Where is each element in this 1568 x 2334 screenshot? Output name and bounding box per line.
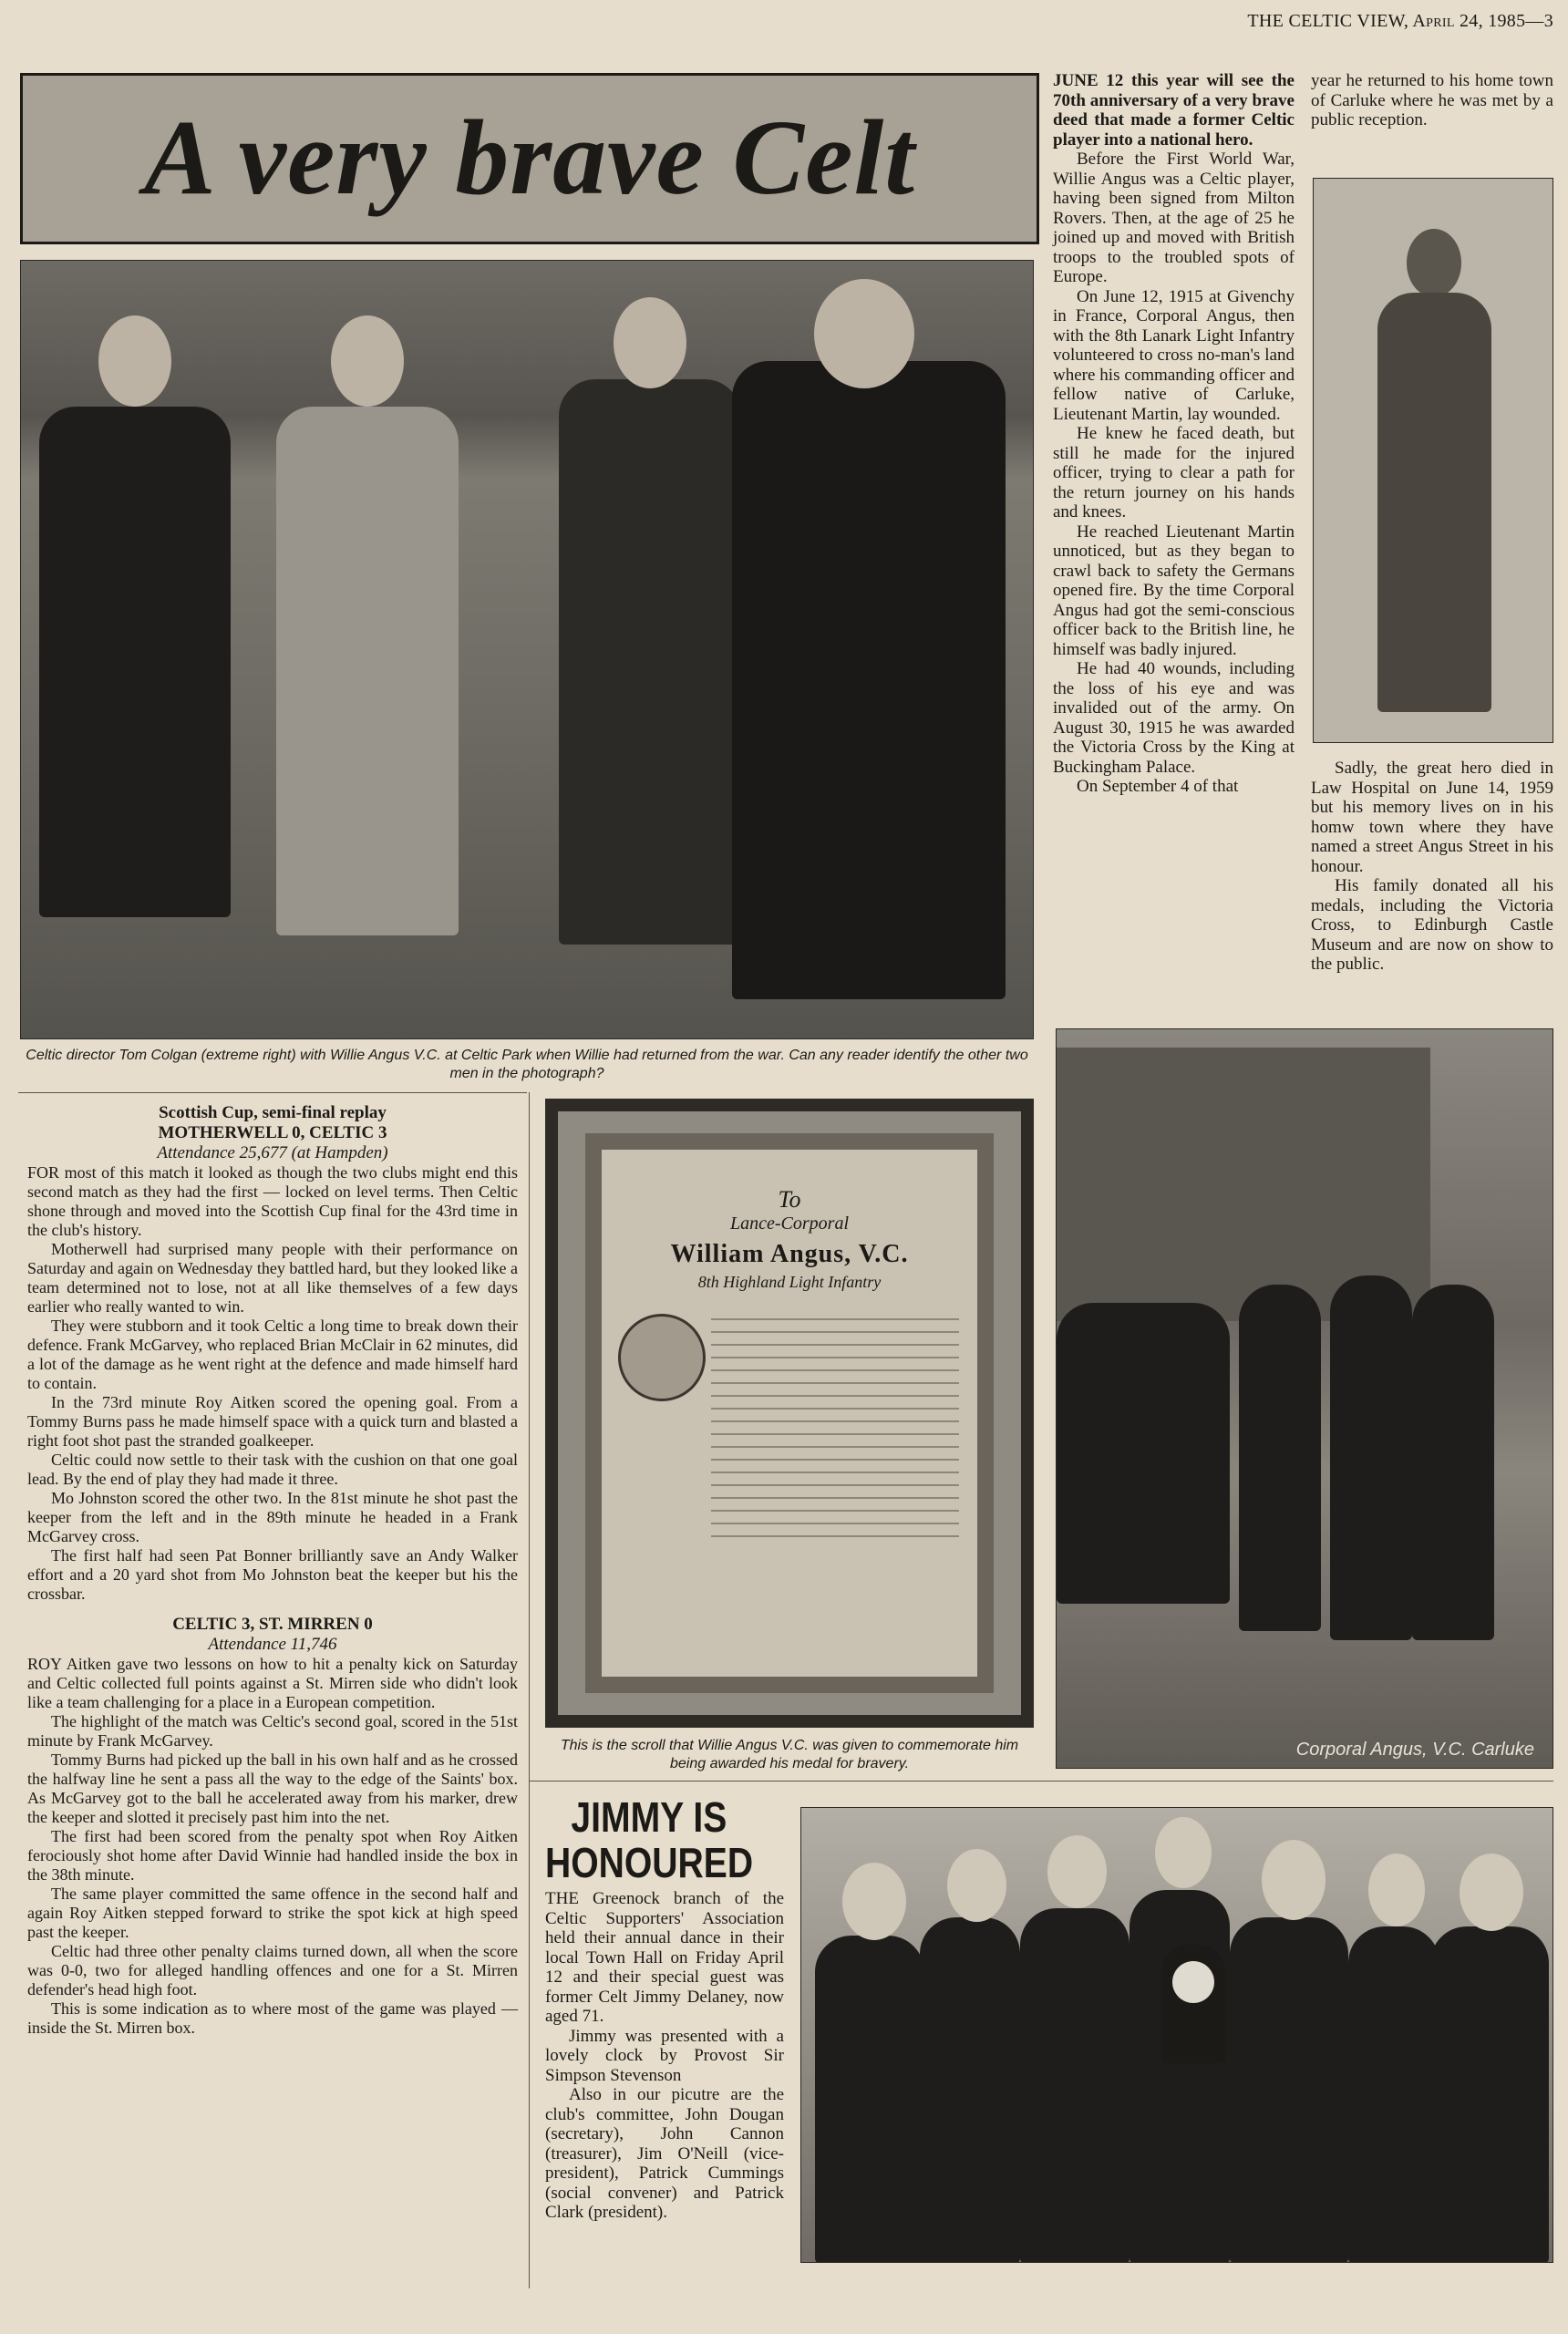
figure-4 xyxy=(732,361,1006,999)
carluke-officer-1 xyxy=(1239,1285,1321,1631)
group-man-3 xyxy=(1020,1908,1130,2263)
carluke-soldiers-left xyxy=(1057,1303,1230,1604)
angus-col2-para-top: year he returned to his home town of Carluke where he was met by a public reception. xyxy=(1311,71,1553,129)
group-man-2 xyxy=(920,1917,1020,2263)
carluke-overlay: Corporal Angus, V.C. Carluke xyxy=(1295,1740,1534,1760)
angus-para-2: On June 12, 1915 at Givenchy in France, Corporal Angus, then with the 8th Lanark Light Infantry volunteered to cross no-man's land where his commanding officer and fellow native of Carluke, Lieutenant Martin, lay wounded. xyxy=(1053,286,1295,424)
group-man-1 xyxy=(815,1936,924,2263)
jimmy-para-1: THE Greenock branch of the Celtic Supporters' Association held their annual dance in their local Town Hall on Friday April 12 and their special guest was former Celt Jimmy Delaney, now aged 71. xyxy=(545,1889,784,2026)
report1-para-2: Motherwell had surprised many people with their performance on Saturday and again on Wednesday they battled hard, but they looked like a team determined not to lose, not at all like themselves of a few days earlier who really wanted to win. xyxy=(27,1240,518,1316)
carluke-photo xyxy=(1056,1028,1553,1769)
scroll-seal-icon xyxy=(618,1314,706,1401)
carluke-officer-3 xyxy=(1412,1285,1494,1640)
scroll-mat xyxy=(558,1111,1021,1715)
report2-score: CELTIC 3, ST. MIRREN 0 xyxy=(172,1615,373,1634)
jimmy-group-photo xyxy=(800,1807,1553,2263)
angus-story-col1 xyxy=(1053,71,1295,797)
angus-lead: JUNE 12 this year will see the 70th anniversary of a very brave deed that made a former Celtic player into a national hero. xyxy=(1053,71,1295,150)
angus-para-3: He knew he faced death, but still he made for the injured officer, trying to clear a path for the return journey on his hands and knees. xyxy=(1053,424,1295,522)
scroll-document xyxy=(585,1133,994,1693)
figure-1-head xyxy=(98,315,171,407)
angus-para-5: He had 40 wounds, including the loss of his eye and was invalided out of the army. On August 30, 1915 he was awarded the Victoria Cross by the King at Buckingham Palace. xyxy=(1053,659,1295,777)
headline: A very brave Celt xyxy=(143,98,916,217)
figure-4-head xyxy=(814,279,914,388)
divider-left-top xyxy=(18,1092,527,1093)
group-man-2-head xyxy=(947,1849,1006,1922)
figure-2 xyxy=(276,407,459,935)
angus-para-4: He reached Lieutenant Martin unnoticed, but as they began to crawl back to safety the Germans opened fire. By the time Corporal Angus had got the semi-conscious officer back to the British line, he himself was badly injured. xyxy=(1053,522,1295,659)
clock-icon xyxy=(1161,1945,1225,2063)
report1-para-6: Mo Johnston scored the other two. In the 81st minute he shot past the keeper from the left and in the 89th minute he headed in a Frank McGarvey cross. xyxy=(27,1489,518,1545)
report2-para-2: The highlight of the match was Celtic's second goal, scored in the 51st minute by Frank McGarvey. xyxy=(27,1712,518,1750)
group-man-7-head xyxy=(1460,1854,1523,1931)
masthead: THE CELTIC VIEW, April 24, 1985—3 xyxy=(1247,11,1553,31)
angus-col2-para-1: Sadly, the great hero died in Law Hospital on June 14, 1959 but his memory lives on in his homw town where they have named a street Angus Street in his honour. xyxy=(1311,759,1553,876)
angus-story-col2-bottom xyxy=(1311,759,1553,975)
angus-story-col2-top xyxy=(1311,71,1553,130)
scroll-frame xyxy=(545,1099,1034,1728)
report2-para-7: This is some indication as to where most of the game was played — inside the St. Mirren box. xyxy=(27,1999,518,2037)
group-man-7 xyxy=(1430,1926,1549,2263)
group-man-6-head xyxy=(1368,1854,1425,1926)
scroll-unit: 8th Highland Light Infantry xyxy=(697,1273,882,1291)
report1-score: MOTHERWELL 0, CELTIC 3 xyxy=(158,1123,387,1142)
headline-box xyxy=(20,73,1039,244)
group-man-5-head xyxy=(1262,1840,1326,1920)
group-man-4-head xyxy=(1155,1817,1212,1888)
jimmy-headline-2: HONOURED xyxy=(545,1839,754,1886)
report2-para-5: The same player committed the same offence in the second half and again Roy Aitken stepped forward to strike the spot kick at high speed past the keeper. xyxy=(27,1885,518,1941)
scroll-name: William Angus, V.C. xyxy=(670,1240,909,1268)
report2-attendance: Attendance 11,746 xyxy=(208,1635,337,1654)
report2-para-4: The first had been scored from the penalty spot when Roy Aitken ferociously shot home after David Winnie had handled inside the box in the 38th minute. xyxy=(27,1827,518,1884)
angus-para-1: Before the First World War, Willie Angus was a Celtic player, having been signed from Milton Rovers. Then, at the age of 25 he joined up and moved with British troops to the troubled spots of Europe. xyxy=(1053,150,1295,286)
figure-3-head xyxy=(614,297,686,388)
scroll-text-block xyxy=(711,1318,959,1546)
report1-para-1: FOR most of this match it looked as though the two clubs might end this second match as they had the first — locked on level terms. Then Celtic shone through and moved into the Scottish Cup final for the 43rd time in the club's history. xyxy=(27,1163,518,1239)
main-photo-caption: Celtic director Tom Colgan (extreme right) with Willie Angus V.C. at Celtic Park when Willie had returned from the war. Can any reader identify the other two men in the photograph? xyxy=(26,1048,1028,1081)
angus-col2-para-2: His family donated all his medals, including the Victoria Cross, to Edinburgh Castle Museum and are now on show to the public. xyxy=(1311,876,1553,974)
figure-1 xyxy=(39,407,231,917)
report1-attendance: Attendance 25,677 (at Hampden) xyxy=(157,1143,388,1162)
report1-para-4: In the 73rd minute Roy Aitken scored the opening goal. From a Tommy Burns pass he made himself space with a quick turn and blasted a right foot shot past the stranded goalkeeper. xyxy=(27,1393,518,1450)
report2-para-6: Celtic had three other penalty claims turned down, all when the score was 0-0, two for alleged handling offences and one for a St. Mirren defender's head high foot. xyxy=(27,1942,518,1998)
carluke-officer-2 xyxy=(1330,1275,1412,1640)
report2-para-3: Tommy Burns had picked up the ball in his own half and as he crossed the halfway line he sent a pass all the way to the edge of the Saints' box. As McGarvey got to the ball he accelerated away from his marker, drew the keeper and slotted it precisely past him into the net. xyxy=(27,1750,518,1826)
angus-soldier-photo xyxy=(1313,178,1553,743)
jimmy-para-2: Jimmy was presented with a lovely clock by Provost Sir Simpson Stevenson xyxy=(545,2026,784,2085)
report1-para-3: They were stubborn and it took Celtic a long time to break down their defence. Frank McGarvey, who replaced Brian McClair in 62 minutes, did a lot of the damage as he went right at the defence and made himself hard to contain. xyxy=(27,1317,518,1392)
soldier-body xyxy=(1377,293,1491,712)
jimmy-para-3: Also in our picutre are the club's committee, John Dougan (secretary), John Cannon (treasurer), Jim O'Neill (vice-president), Patrick Cummings (social convener) and Patrick Clark (president). xyxy=(545,2085,784,2222)
scroll-caption: This is the scroll that Willie Angus V.C. was given to commemorate him being awarded his medal for bravery. xyxy=(560,1738,1019,1771)
figure-3 xyxy=(559,379,741,945)
angus-para-6: On September 4 of that xyxy=(1077,777,1239,796)
group-man-1-head xyxy=(842,1863,906,1940)
group-man-6 xyxy=(1348,1926,1439,2263)
figure-2-head xyxy=(331,315,404,407)
jimmy-story xyxy=(545,1889,784,2223)
report1-para-7: The first half had seen Pat Bonner brilliantly save an Andy Walker effort and a 20 yard shot from Mo Johnston beat the keeper but his the crossbar. xyxy=(27,1546,518,1603)
main-photo xyxy=(20,260,1034,1039)
group-man-3-head xyxy=(1047,1835,1107,1908)
jimmy-headline-1: JIMMY IS xyxy=(571,1793,727,1841)
scroll-to: To xyxy=(778,1186,801,1213)
scroll-rank: Lance-Corporal xyxy=(730,1213,849,1234)
report1-competition: Scottish Cup, semi-final replay xyxy=(159,1103,387,1122)
report2-para-1: ROY Aitken gave two lessons on how to hit a penalty kick on Saturday and Celtic collected full points against a St. Mirren side who didn't look like a team challenging for a place in a European competition. xyxy=(27,1655,518,1711)
group-man-5 xyxy=(1230,1917,1348,2263)
match-reports xyxy=(27,1103,518,2038)
divider-vertical-left xyxy=(529,1092,530,2288)
report1-para-5: Celtic could now settle to their task with the cushion on that one goal lead. By the end of play they had made it three. xyxy=(27,1451,518,1488)
jimmy-headline xyxy=(545,1794,753,1885)
soldier-head xyxy=(1407,229,1461,297)
